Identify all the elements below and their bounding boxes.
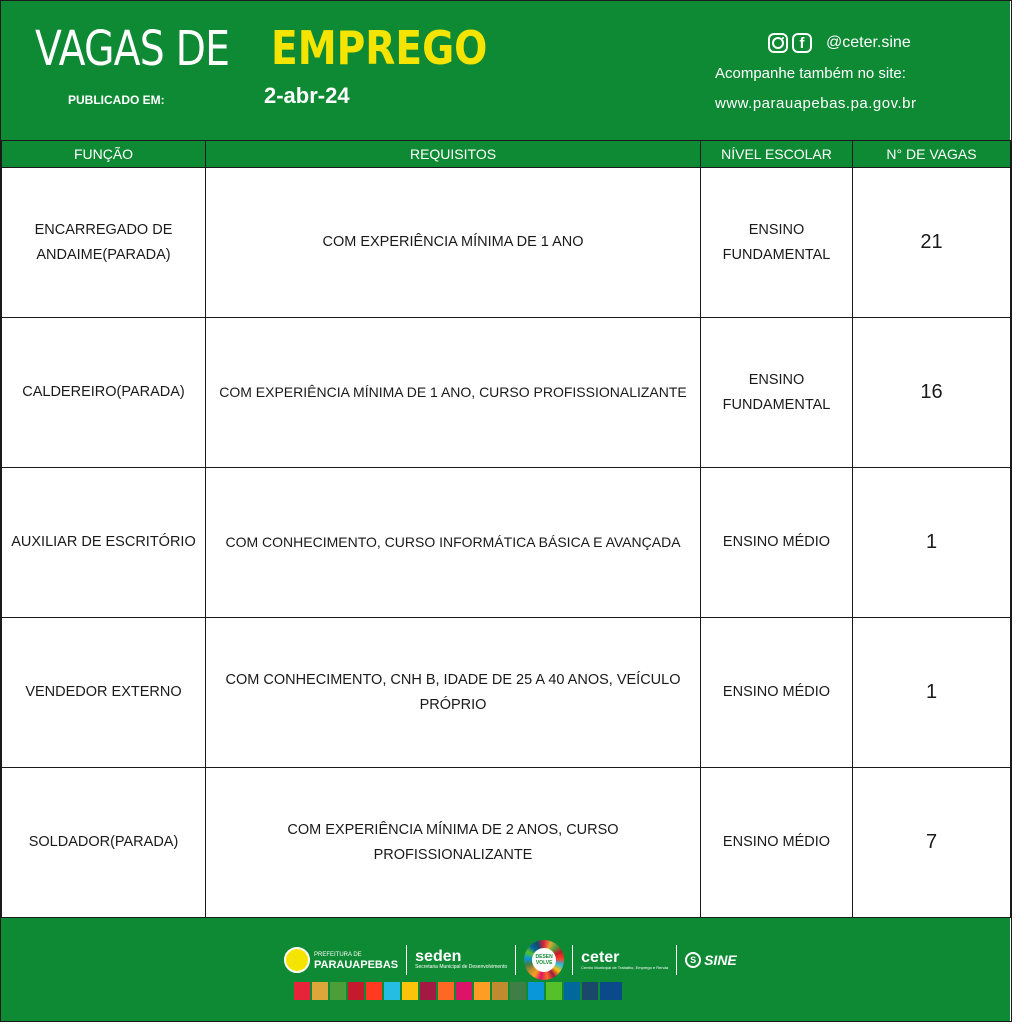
cell-requisitos: COM EXPERIÊNCIA MÍNIMA DE 1 ANO xyxy=(206,168,701,318)
desenvolve-logo xyxy=(524,940,564,980)
published-date: 2-abr-24 xyxy=(264,83,350,108)
seden-subtitle: Secretaria Municipal de Desenvolvimento xyxy=(415,964,508,970)
cell-requisitos: COM CONHECIMENTO, CURSO INFORMÁTICA BÁSICA E AVANÇADA xyxy=(206,468,701,618)
column-header-numero-vagas: N° DE VAGAS xyxy=(853,141,1011,168)
table-row xyxy=(2,468,1011,618)
sdg-goal-icon xyxy=(582,982,598,1000)
footer-banner xyxy=(1,918,1010,1021)
sdg-goal-icon xyxy=(330,982,346,1000)
cell-requisitos: COM CONHECIMENTO, CNH B, IDADE DE 25 A 40 ANOS, VEÍCULO PRÓPRIO xyxy=(206,618,701,768)
title-vagas-de: VAGAS DE xyxy=(35,21,230,77)
column-header-requisitos: REQUISITOS xyxy=(206,141,701,168)
cell-vagas: 7 xyxy=(853,768,1011,918)
sdg-goal-icon xyxy=(294,982,310,1000)
cell-nivel: ENSINO MÉDIO xyxy=(701,468,853,618)
published-label: PUBLICADO EM: xyxy=(68,93,165,107)
sdg-goal-icon xyxy=(564,982,580,1000)
sine-mark-icon: S xyxy=(685,952,701,968)
website-link[interactable]: www.parauapebas.pa.gov.br xyxy=(715,95,917,112)
facebook-icon[interactable]: f xyxy=(792,33,812,53)
cell-funcao: VENDEDOR EXTERNO xyxy=(2,618,206,768)
cell-vagas: 16 xyxy=(853,318,1011,468)
sdg-goal-icon xyxy=(600,982,622,1000)
cell-vagas: 1 xyxy=(853,618,1011,768)
cell-nivel: ENSINO MÉDIO xyxy=(701,618,853,768)
seden-name: seden xyxy=(415,948,462,965)
cell-requisitos: COM EXPERIÊNCIA MÍNIMA DE 1 ANO, CURSO PROFISSIONALIZANTE xyxy=(206,318,701,468)
table-header-row xyxy=(2,141,1011,168)
prefeitura-logo xyxy=(284,947,398,973)
prefeitura-name: PARAUAPEBAS xyxy=(314,959,399,971)
ceter-logo xyxy=(581,948,669,970)
sdg-goal-icon xyxy=(402,982,418,1000)
logo-divider xyxy=(676,945,677,975)
cell-funcao: AUXILIAR DE ESCRITÓRIO xyxy=(2,468,206,618)
sdg-goal-icon xyxy=(420,982,436,1000)
logo-divider xyxy=(406,945,407,975)
table-row xyxy=(2,318,1011,468)
seden-logo xyxy=(415,950,507,970)
prefeitura-emblem-icon xyxy=(284,947,310,973)
sdg-goal-icon xyxy=(384,982,400,1000)
cell-funcao: CALDEREIRO(PARADA) xyxy=(2,318,206,468)
cell-funcao: SOLDADOR(PARADA) xyxy=(2,768,206,918)
title-emprego: EMPREGO xyxy=(271,21,488,75)
sdg-goal-icon xyxy=(438,982,454,1000)
instagram-icon[interactable] xyxy=(768,33,788,53)
sdg-goal-icon xyxy=(528,982,544,1000)
ceter-name: ceter xyxy=(581,948,620,966)
table-row xyxy=(2,618,1011,768)
cell-vagas: 1 xyxy=(853,468,1011,618)
cell-nivel: ENSINO MÉDIO xyxy=(701,768,853,918)
table-row xyxy=(2,768,1011,918)
sdg-icons-strip xyxy=(294,982,622,1000)
sdg-goal-icon xyxy=(492,982,508,1000)
desenvolve-label: DESEN VOLVE xyxy=(532,948,556,972)
sdg-goal-icon xyxy=(366,982,382,1000)
sine-logo xyxy=(685,952,737,968)
partner-logos xyxy=(284,938,737,982)
cell-funcao: ENCARREGADO DE ANDAIME(PARADA) xyxy=(2,168,206,318)
sdg-goal-icon xyxy=(546,982,562,1000)
sdg-goal-icon xyxy=(312,982,328,1000)
job-vacancies-table xyxy=(1,140,1011,918)
prefeitura-label: PREFEITURA DE xyxy=(314,952,362,958)
logo-divider xyxy=(515,945,516,975)
social-handle[interactable]: @ceter.sine xyxy=(826,34,911,51)
cell-nivel: ENSINO FUNDAMENTAL xyxy=(701,168,853,318)
cell-vagas: 21 xyxy=(853,168,1011,318)
sdg-goal-icon xyxy=(348,982,364,1000)
column-header-nivel-escolar: NÍVEL ESCOLAR xyxy=(701,141,853,168)
sdg-goal-icon xyxy=(510,982,526,1000)
table-row xyxy=(2,168,1011,318)
cell-requisitos: COM EXPERIÊNCIA MÍNIMA DE 2 ANOS, CURSO PROFISSIONALIZANTE xyxy=(206,768,701,918)
ceter-subtitle: Centro Municipal de Trabalho, Emprego e Renda xyxy=(581,964,669,970)
follow-text: Acompanhe também no site: xyxy=(715,65,906,82)
logo-divider xyxy=(572,945,573,975)
sine-name: SINE xyxy=(704,952,737,968)
sdg-goal-icon xyxy=(474,982,490,1000)
column-header-funcao: FUNÇÃO xyxy=(2,141,206,168)
sdg-goal-icon xyxy=(456,982,472,1000)
social-links xyxy=(768,31,911,55)
cell-nivel: ENSINO FUNDAMENTAL xyxy=(701,318,853,468)
header-banner xyxy=(1,1,1010,140)
